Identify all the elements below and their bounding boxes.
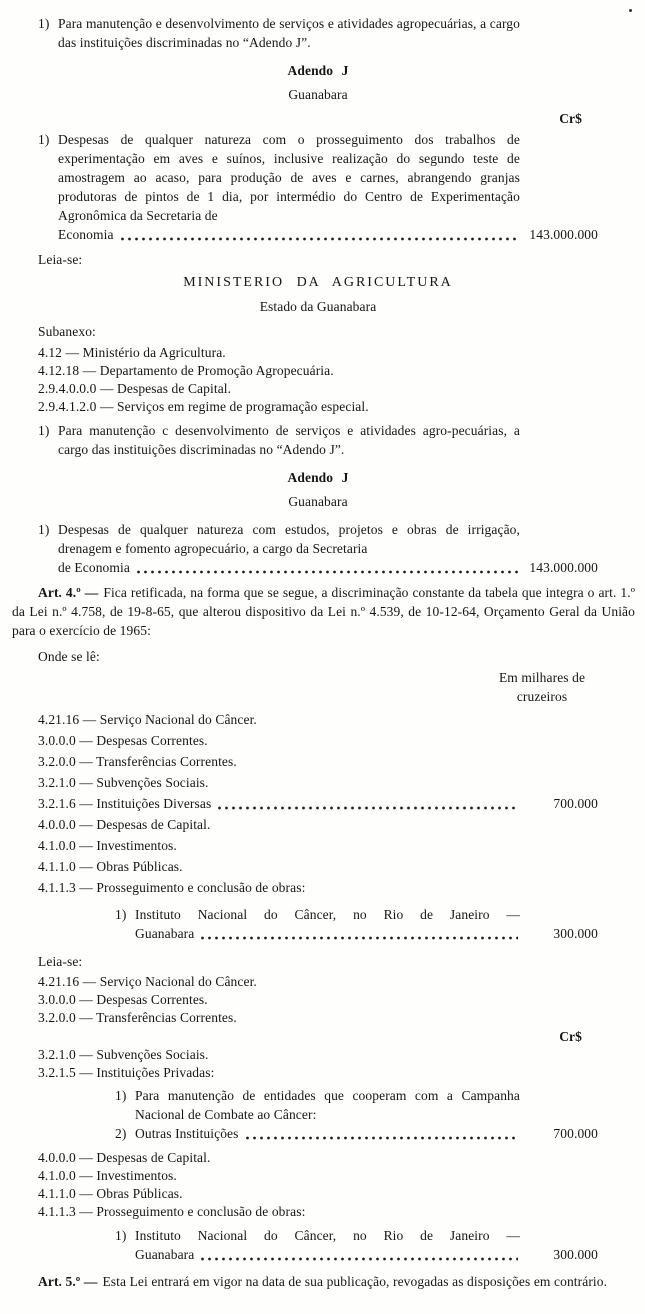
amount-value: 700.000 — [553, 796, 598, 811]
entry-body: Despesas de qualquer natureza com estudos, projetos e obras de irrigação, drenagem e fomento agropecuário, a cargo da Secretaria — [58, 522, 520, 556]
code-line-with-amount — [38, 794, 598, 813]
item-text: Para manutenção de entidades que cooperam com a Campanha Nacional de Combate ao Câncer: — [135, 1088, 520, 1122]
code-line: 4.1.1.0 — Obras Públicas. — [38, 1186, 183, 1201]
nested-budget-entry — [38, 905, 598, 943]
code-line: 3.0.0.0 — Despesas Correntes. — [38, 992, 208, 1007]
onde-se-le-label: Onde se lê: — [38, 649, 100, 664]
leia-se-list — [38, 973, 598, 1264]
ministry-subtitle: Estado da Guanabara — [259, 299, 377, 314]
budget-entry — [38, 520, 598, 577]
article-label: Art. 4.º — — [38, 585, 99, 600]
entry-body: Despesas de qualquer natureza com o prosseguimento dos trabalhos de experimentação em aves e suínos, inclusive realização do segundo teste de amostragem ao acaso, para produção de aves e carnes, abrangendo granjas produtoras de pintos de 1 dia, por intermédio do Centro de Experimentação Agronômica da Secretaria de — [58, 132, 520, 223]
code-line: 4.12 — Ministério da Agricultura. — [38, 345, 226, 360]
article-text: Fica retificada, na forma que se segue, a discriminação constante da tabela que integra o art. 1.º da Lei n.º 4.758, de 19-8-65, que alterou dispositivo da Lei n.º 4.539, de 10-12-64, Orçamento Geral da União para o exercício de 1965: — [12, 585, 635, 638]
code-line: 2.9.4.0.0.0 — Despesas de Capital. — [38, 381, 232, 396]
entry-tail: Guanabara — [135, 1247, 195, 1262]
code-line: 4.21.16 — Serviço Nacional do Câncer. — [38, 974, 257, 989]
article-5-paragraph — [12, 1272, 635, 1291]
dotted-leader — [201, 936, 518, 940]
entry-tail: de Economia — [58, 560, 130, 575]
place-heading: Guanabara — [288, 87, 348, 102]
code-line: 3.2.1.5 — Instituições Privadas: — [38, 1065, 215, 1080]
budget-entry — [38, 130, 598, 244]
dotted-leader — [218, 806, 518, 810]
amount-value: 300.000 — [553, 1247, 598, 1262]
code-line: 4.0.0.0 — Despesas de Capital. — [38, 817, 211, 832]
leiase-label: Leia-se: — [38, 954, 83, 969]
adendo-heading: Adendo J — [287, 470, 349, 485]
entry-body: Instituto Nacional do Câncer, no Rio de Janeiro — — [135, 1228, 520, 1243]
place-heading: Guanabara — [288, 494, 348, 509]
ministry-title: MINISTERIO DA AGRICULTURA — [183, 275, 453, 290]
onde-se-le-list — [38, 710, 598, 897]
code-line: 3.2.1.0 — Subvenções Sociais. — [38, 1047, 209, 1062]
dotted-leader — [246, 1136, 518, 1140]
code-line: 4.1.0.0 — Investimentos. — [38, 1168, 177, 1183]
unit-note — [486, 668, 598, 706]
code-line: 2.9.4.1.2.0 — Serviços em regime de programação especial. — [38, 399, 369, 414]
code-line: 3.2.0.0 — Transferências Correntes. — [38, 754, 237, 769]
dotted-leader — [201, 1257, 518, 1261]
entry-body: Instituto Nacional do Câncer, no Rio de Janeiro — — [135, 907, 520, 922]
nested-item-with-amount — [38, 1124, 598, 1143]
item-text: Para manutenção e desenvolvimento de serviços e atividades agropecuárias, a cargo das instituições discriminadas no “Adendo J”. — [58, 16, 520, 50]
code-line: 4.1.1.3 — Prosseguimento e conclusão de obras: — [38, 1204, 306, 1219]
item-marker: 1) — [38, 423, 50, 438]
code-line: 3.2.0.0 — Transferências Correntes. — [38, 1010, 237, 1025]
article-text: Esta Lei entrará em vigor na data de sua publicação, revogadas as disposições em contrário. — [102, 1274, 608, 1289]
item-marker: 1) — [38, 16, 50, 31]
intro-item — [38, 14, 598, 52]
code-line: 4.1.1.0 — Obras Públicas. — [38, 859, 183, 874]
amount-value: 143.000.000 — [529, 560, 598, 575]
entry-tail: Guanabara — [135, 926, 195, 941]
amount-value: 300.000 — [553, 926, 598, 941]
item-marker: 1) — [115, 907, 127, 922]
code-line: 3.2.1.6 — Instituições Diversas — [38, 796, 212, 811]
leiase-label: Leia-se: — [38, 252, 83, 267]
code-line: 4.1.0.0 — Investimentos. — [38, 838, 177, 853]
currency-label: Cr$ — [559, 111, 582, 126]
dotted-leader — [121, 237, 518, 241]
unit-note-line1: Em milhares de — [498, 670, 586, 685]
article-label: Art. 5.º — — [38, 1274, 98, 1289]
code-line: 4.1.1.3 — Prosseguimento e conclusão de obras: — [38, 880, 306, 895]
code-line: 4.0.0.0 — Despesas de Capital. — [38, 1150, 211, 1165]
scan-artifact-dot — [629, 9, 632, 12]
item-text: Para manutenção c desenvolvimento de serviços e atividades agro-pecuárias, a cargo das instituições discriminadas no “Adendo J”. — [58, 423, 520, 457]
item-text: Outras Instituições — [135, 1126, 239, 1141]
code-line: 3.0.0.0 — Despesas Correntes. — [38, 733, 208, 748]
unit-note-line2: cruzeiros — [516, 689, 568, 704]
amount-value: 143.000.000 — [529, 227, 598, 242]
item-marker: 1) — [115, 1228, 127, 1243]
code-line: 3.2.1.0 — Subvenções Sociais. — [38, 775, 209, 790]
code-line: 4.21.16 — Serviço Nacional do Câncer. — [38, 712, 257, 727]
code-line: 4.12.18 — Departamento de Promoção Agropecuária. — [38, 363, 334, 378]
item-marker: 2) — [115, 1126, 127, 1141]
item-marker: 1) — [38, 132, 50, 147]
subanexo-label: Subanexo: — [38, 324, 96, 339]
nested-item — [38, 1086, 598, 1124]
item-marker: 1) — [38, 522, 50, 537]
adendo-heading: Adendo J — [287, 63, 349, 78]
dotted-leader — [137, 570, 518, 574]
entry-tail: Economia — [58, 227, 114, 242]
currency-label: Cr$ — [559, 1029, 582, 1044]
nested-budget-entry — [38, 1226, 598, 1264]
amount-value: 700.000 — [553, 1126, 598, 1141]
item-marker: 1) — [115, 1088, 127, 1103]
article-4-paragraph — [12, 583, 635, 640]
intro-item-repeat — [38, 421, 598, 459]
